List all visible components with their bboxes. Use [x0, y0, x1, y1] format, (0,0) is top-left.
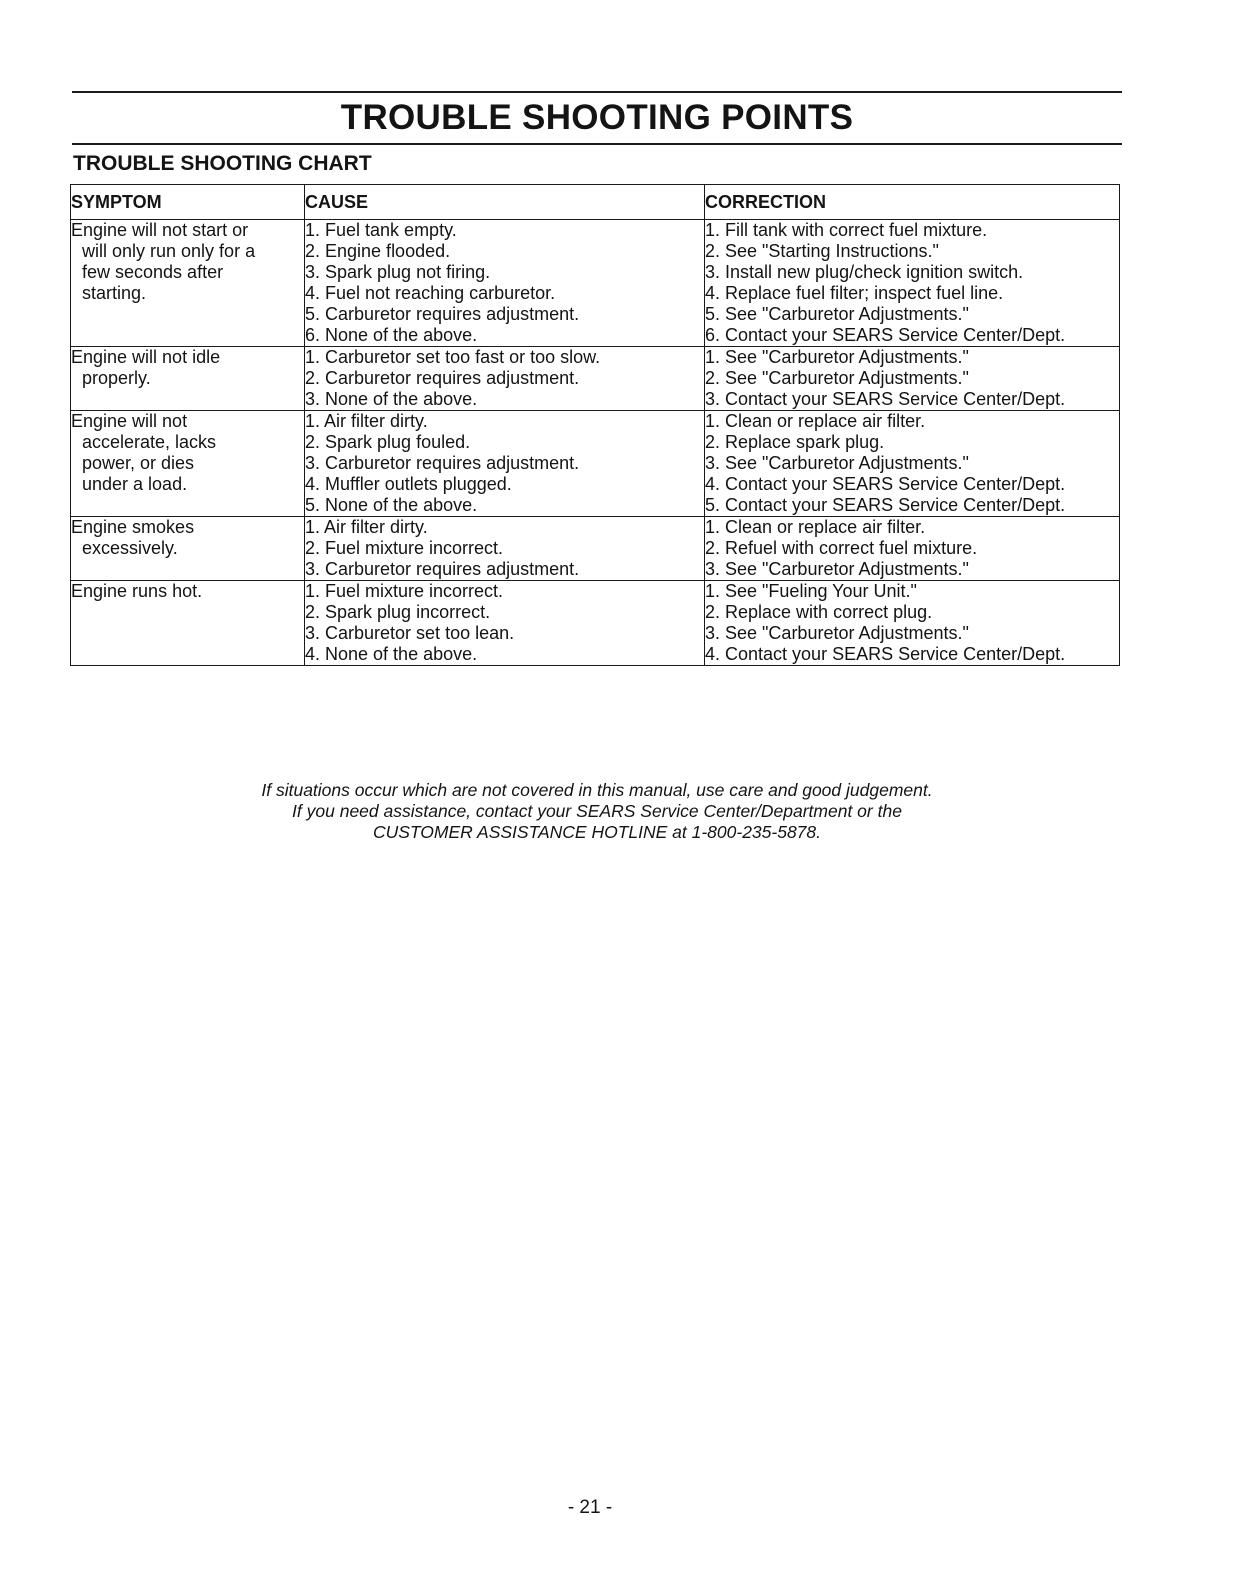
correction-cell — [705, 411, 1120, 517]
cause-cell — [305, 220, 705, 347]
cause-item: 2. Fuel mixture incorrect. — [305, 538, 504, 558]
correction-item: 1. See "Carburetor Adjustments." — [705, 347, 969, 367]
cause-item: 2. Engine flooded. — [305, 241, 451, 261]
correction-item: 1. Clean or replace air filter. — [705, 517, 926, 537]
footnote-line: If situations occur which are not covered in this manual, use care and good judgement. — [261, 780, 933, 800]
correction-item: 3. See "Carburetor Adjustments." — [705, 623, 969, 643]
cause-list — [305, 347, 704, 410]
cause-item: 6. None of the above. — [305, 325, 478, 345]
table-row — [71, 517, 1120, 581]
correction-item: 3. See "Carburetor Adjustments." — [705, 559, 969, 579]
cause-item: 4. Fuel not reaching carburetor. — [305, 283, 556, 303]
symptom-cell — [71, 220, 305, 347]
cause-cell — [305, 347, 705, 411]
symptom-text: Engine smokes excessively. — [71, 517, 195, 558]
cause-item: 5. Carburetor requires adjustment. — [305, 304, 580, 324]
symptom-text: Engine will not idle properly. — [71, 347, 221, 388]
footnote — [72, 780, 1122, 843]
cause-cell — [305, 581, 705, 666]
footnote-line: If you need assistance, contact your SEARS Service Center/Department or the — [292, 801, 902, 821]
correction-cell — [705, 517, 1120, 581]
correction-cell — [705, 581, 1120, 666]
cause-item: 2. Carburetor requires adjustment. — [305, 368, 580, 388]
cause-cell — [305, 517, 705, 581]
title-bottom-rule — [72, 143, 1122, 145]
cause-item: 4. None of the above. — [305, 644, 478, 664]
correction-list — [705, 517, 1119, 580]
table-row — [71, 411, 1120, 517]
correction-item: 2. See "Carburetor Adjustments." — [705, 368, 969, 388]
cause-header: CAUSE — [305, 185, 705, 220]
cause-item: 2. Spark plug fouled. — [305, 432, 471, 452]
symptom-cell — [71, 517, 305, 581]
symptom-text: Engine runs hot. — [71, 581, 203, 601]
cause-cell — [305, 411, 705, 517]
correction-cell — [705, 220, 1120, 347]
table-row — [71, 220, 1120, 347]
cause-item: 1. Air filter dirty. — [305, 411, 428, 431]
correction-item: 2. Replace spark plug. — [705, 432, 885, 452]
table-header-row — [71, 185, 1120, 220]
cause-item: 3. Carburetor requires adjustment. — [305, 559, 580, 579]
correction-list — [705, 581, 1119, 665]
correction-item: 2. See "Starting Instructions." — [705, 241, 939, 261]
symptom-text: Engine will not start or will only run only for a few seconds after starting. — [71, 220, 256, 303]
correction-item: 6. Contact your SEARS Service Center/Dept. — [705, 325, 1066, 345]
symptom-cell — [71, 581, 305, 666]
cause-item: 3. Carburetor set too lean. — [305, 623, 515, 643]
correction-list — [705, 411, 1119, 516]
correction-item: 5. Contact your SEARS Service Center/Dept. — [705, 495, 1066, 515]
cause-list — [305, 220, 704, 346]
title-top-rule — [72, 91, 1122, 93]
correction-item: 1. Clean or replace air filter. — [705, 411, 926, 431]
footnote-hotline: CUSTOMER ASSISTANCE HOTLINE at 1-800-235-5878. — [372, 822, 822, 842]
table-row — [71, 347, 1120, 411]
cause-item: 1. Carburetor set too fast or too slow. — [305, 347, 601, 367]
correction-item: 4. Contact your SEARS Service Center/Dept. — [705, 474, 1066, 494]
table-row — [71, 581, 1120, 666]
cause-item: 1. Fuel mixture incorrect. — [305, 581, 504, 601]
cause-item: 2. Spark plug incorrect. — [305, 602, 491, 622]
cause-item: 3. None of the above. — [305, 389, 478, 409]
correction-item: 4. Contact your SEARS Service Center/Dept. — [705, 644, 1066, 664]
correction-item: 3. Install new plug/check ignition switch. — [705, 262, 1024, 282]
symptom-cell — [71, 411, 305, 517]
correction-header: CORRECTION — [705, 185, 1120, 220]
cause-item: 4. Muffler outlets plugged. — [305, 474, 512, 494]
correction-item: 2. Refuel with correct fuel mixture. — [705, 538, 978, 558]
page-title: TROUBLE SHOOTING POINTS — [340, 98, 854, 137]
correction-item: 5. See "Carburetor Adjustments." — [705, 304, 969, 324]
cause-item: 5. None of the above. — [305, 495, 478, 515]
chart-heading: TROUBLE SHOOTING CHART — [73, 152, 372, 175]
correction-item: 4. Replace fuel filter; inspect fuel line. — [705, 283, 1004, 303]
cause-item: 1. Fuel tank empty. — [305, 220, 457, 240]
correction-list — [705, 347, 1119, 410]
trouble-shooting-table — [70, 184, 1120, 666]
page-number: - 21 - — [567, 1497, 613, 1518]
correction-list — [705, 220, 1119, 346]
cause-list — [305, 411, 704, 516]
symptom-header: SYMPTOM — [71, 185, 305, 220]
correction-item: 1. Fill tank with correct fuel mixture. — [705, 220, 988, 240]
correction-item: 3. See "Carburetor Adjustments." — [705, 453, 969, 473]
correction-cell — [705, 347, 1120, 411]
cause-item: 3. Carburetor requires adjustment. — [305, 453, 580, 473]
symptom-text: Engine will not accelerate, lacks power, or dies under a load. — [71, 411, 217, 494]
correction-item: 1. See "Fueling Your Unit." — [705, 581, 917, 601]
correction-item: 3. Contact your SEARS Service Center/Dept. — [705, 389, 1066, 409]
correction-item: 2. Replace with correct plug. — [705, 602, 933, 622]
cause-list — [305, 517, 704, 580]
cause-list — [305, 581, 704, 665]
cause-item: 1. Air filter dirty. — [305, 517, 428, 537]
cause-item: 3. Spark plug not firing. — [305, 262, 491, 282]
symptom-cell — [71, 347, 305, 411]
